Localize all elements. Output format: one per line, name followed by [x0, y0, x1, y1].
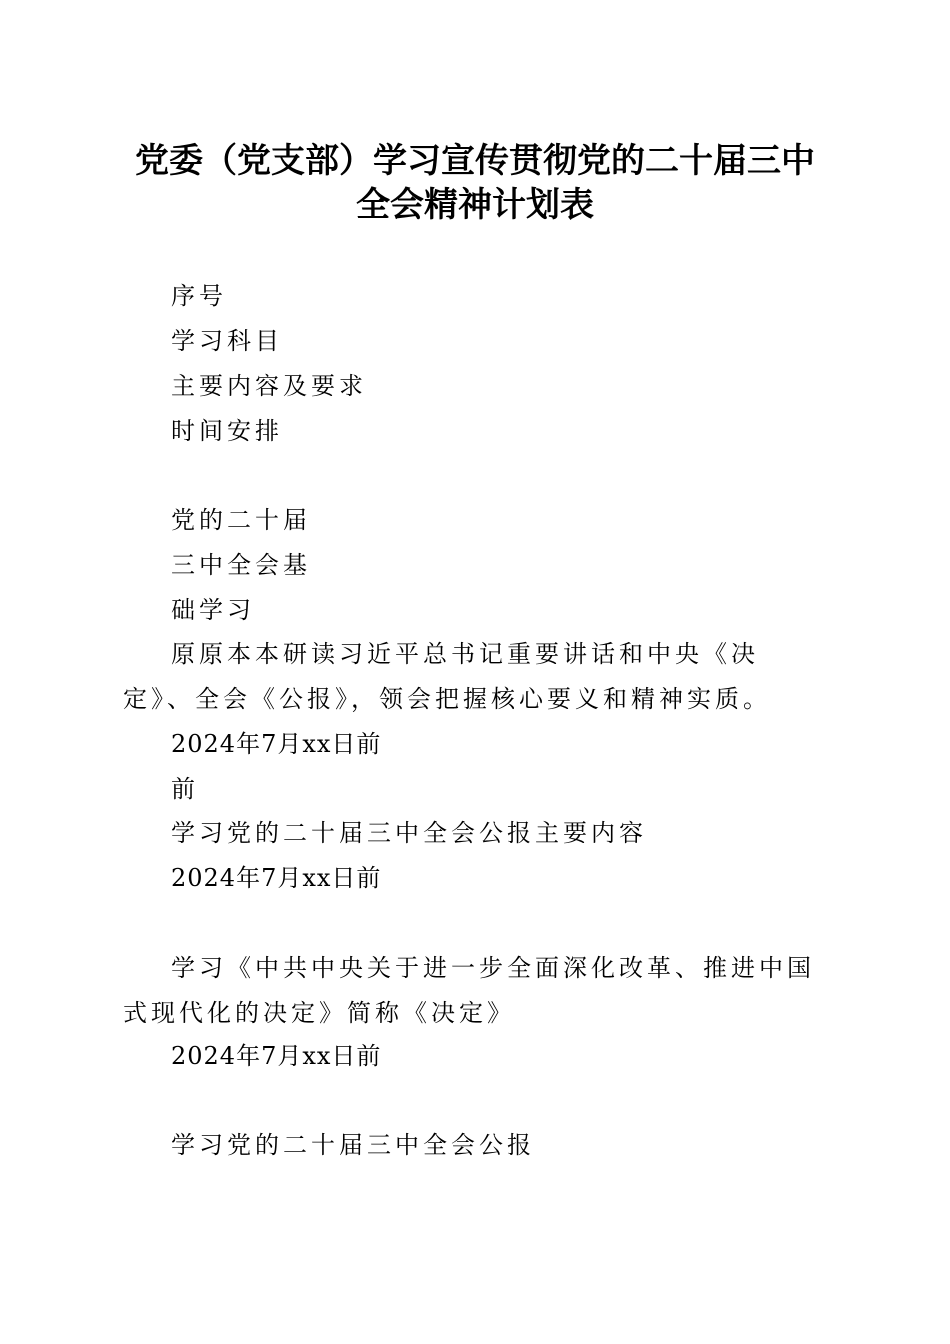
header-schedule: 时间安排 [171, 417, 283, 445]
header-index: 序号 [171, 282, 227, 310]
subject-line-1: 党的二十届 [171, 506, 311, 534]
header-content: 主要内容及要求 [171, 372, 367, 400]
subject-line-2: 三中全会基 [171, 551, 311, 579]
section1-date: 2024年7月xx日前 [171, 730, 382, 758]
document-title-line-2: 全会精神计划表 [356, 185, 594, 225]
item2-date: 2024年7月xx日前 [171, 864, 382, 892]
item2-content: 学习党的二十届三中全会公报主要内容 [171, 819, 647, 847]
item4-content: 学习党的二十届三中全会公报 [171, 1131, 535, 1159]
section1-date-suffix: 前 [171, 775, 199, 803]
item3-date: 2024年7月xx日前 [171, 1042, 382, 1070]
item3-content: 学习《中共中央关于进一步全面深化改革、推进中国式现代化的决定》简称《决定》 [123, 954, 815, 1027]
subject-line-3: 础学习 [171, 596, 255, 624]
document-title-line-1: 党委（党支部）学习宣传贯彻党的二十届三中 [135, 141, 815, 181]
section1-content: 原原本本研读习近平总书记重要讲话和中央《决定》、全会《公报》，领会把握核心要义和精神实质。 [123, 640, 771, 713]
header-subject: 学习科目 [171, 327, 283, 355]
